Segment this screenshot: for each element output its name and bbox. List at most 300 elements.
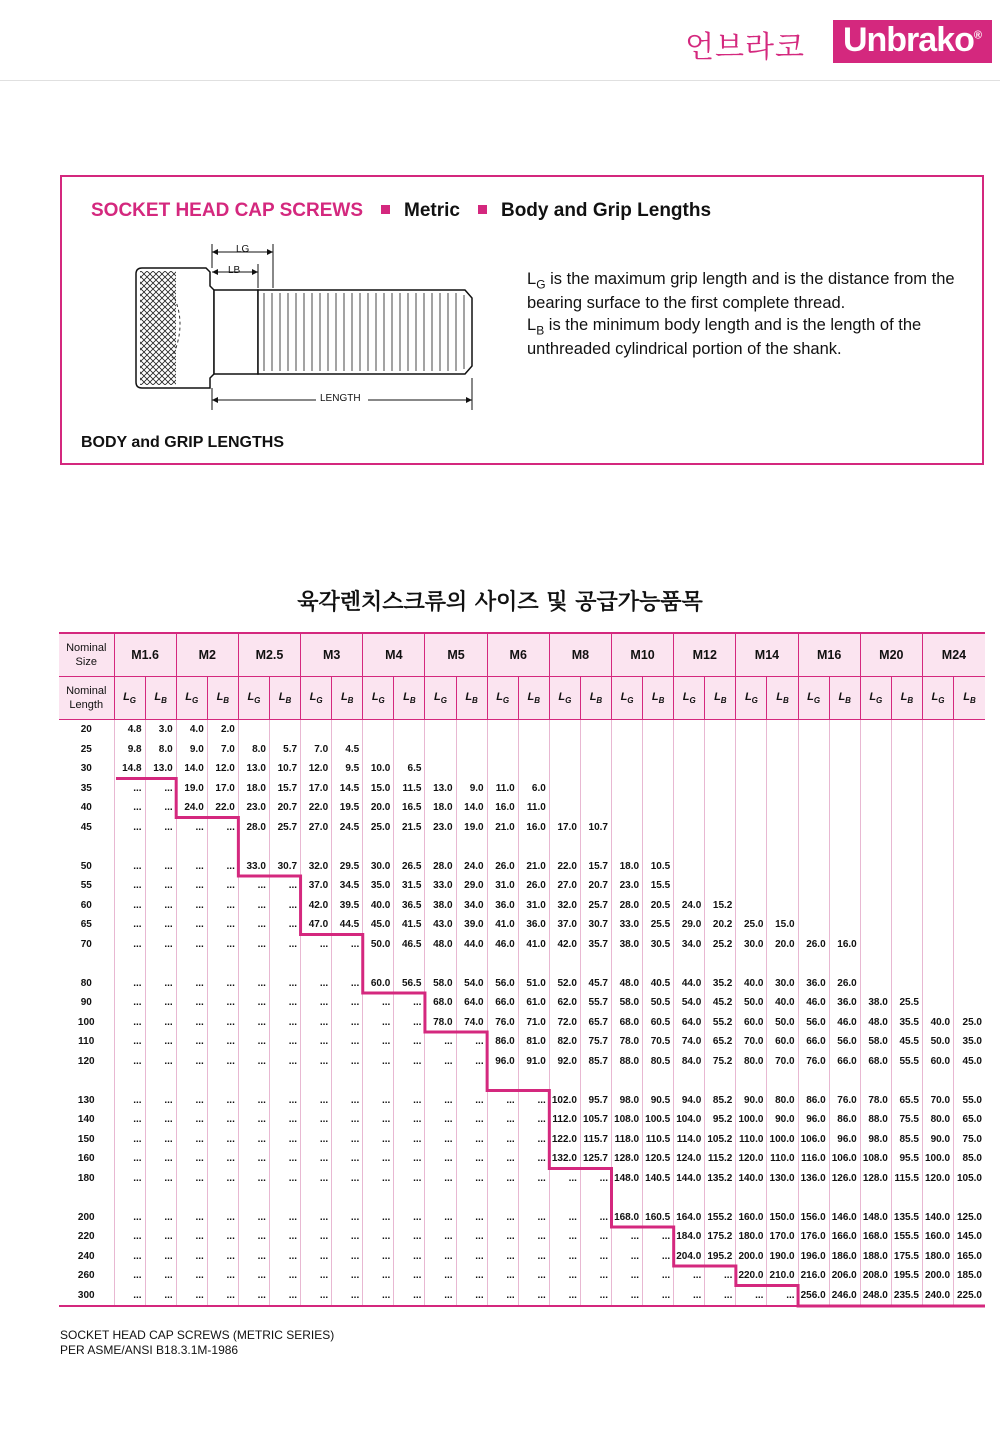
table-cell: ... [425, 1091, 456, 1111]
table-cell: 6.5 [394, 759, 425, 779]
table-cell: 15.5 [643, 876, 674, 896]
table-cell: ... [301, 1286, 332, 1307]
table-cell: ... [114, 798, 145, 818]
table-cell: ... [363, 1091, 394, 1111]
table-cell: ... [176, 1032, 207, 1052]
table-cell: ... [238, 974, 269, 994]
table-cell: 85.5 [891, 1130, 922, 1150]
table-cell: 125.0 [954, 1208, 985, 1228]
nominal-length-cell: 70 [80, 938, 92, 950]
table-cell: 10.0 [363, 759, 394, 779]
table-cell: ... [487, 1227, 518, 1247]
table-cell: 9.0 [456, 779, 487, 799]
table-cell: 140.0 [922, 1208, 953, 1228]
table-cell: 116.0 [798, 1149, 829, 1169]
table-cell: ... [301, 1227, 332, 1247]
table-cell: ... [176, 974, 207, 994]
table-cell: ... [269, 1247, 300, 1267]
table-cell: 41.0 [518, 935, 549, 955]
table-cell: ... [114, 1013, 145, 1033]
table-cell: 108.0 [860, 1149, 891, 1169]
table-cell: 91.0 [518, 1052, 549, 1072]
nominal-length-cell: 55 [80, 880, 92, 892]
table-cell: 34.5 [332, 876, 363, 896]
table-cell: ... [425, 1110, 456, 1130]
table-cell: 46.5 [394, 935, 425, 955]
nominal-length-cell: 80 [80, 977, 92, 989]
size-header: M5 [425, 633, 487, 677]
table-cell: ... [207, 1032, 238, 1052]
table-cell: ... [332, 935, 363, 955]
table-cell: ... [269, 1130, 300, 1150]
table-cell: 92.0 [549, 1052, 580, 1072]
table-cell: ... [363, 1013, 394, 1033]
table-cell: 27.0 [301, 818, 332, 838]
table-cell: 31.5 [394, 876, 425, 896]
nominal-length-cell: 150 [77, 1133, 95, 1145]
table-cell: 34.0 [674, 935, 705, 955]
table-cell: ... [207, 1227, 238, 1247]
table-cell: 86.0 [798, 1091, 829, 1111]
column-header: $L_B$ [269, 677, 300, 720]
table-cell: 11.0 [487, 779, 518, 799]
table-cell: 120.0 [922, 1169, 953, 1189]
table-cell: ... [456, 1052, 487, 1072]
table-cell: ... [176, 1110, 207, 1130]
table-cell: ... [301, 1266, 332, 1286]
table-cell: 21.5 [394, 818, 425, 838]
table-cell: 90.0 [767, 1110, 798, 1130]
table-cell: 31.0 [487, 876, 518, 896]
size-header: M1.6 [114, 633, 176, 677]
table-cell: ... [176, 915, 207, 935]
table-cell: ... [238, 1052, 269, 1072]
table-cell: 5.7 [269, 740, 300, 760]
size-header: M12 [674, 633, 736, 677]
table-cell: 160.0 [922, 1227, 953, 1247]
table-cell: 7.0 [207, 740, 238, 760]
table-cell: ... [176, 1149, 207, 1169]
table-cell: ... [549, 1227, 580, 1247]
table-cell: ... [114, 1227, 145, 1247]
nominal-length-cell: 40 [80, 802, 92, 814]
table-cell: 216.0 [798, 1266, 829, 1286]
table-cell: 176.0 [798, 1227, 829, 1247]
table-cell: 100.0 [767, 1130, 798, 1150]
table-cell: 160.0 [736, 1208, 767, 1228]
column-header: $L_G$ [736, 677, 767, 720]
table-cell: 32.0 [301, 857, 332, 877]
table-cell: 208.0 [860, 1266, 891, 1286]
table-cell: 60.0 [922, 1052, 953, 1072]
table-cell: 40.0 [363, 896, 394, 916]
table-cell: 122.0 [549, 1130, 580, 1150]
table-cell: 90.0 [922, 1130, 953, 1150]
table-cell: ... [114, 993, 145, 1013]
table-cell: ... [269, 993, 300, 1013]
table-cell: ... [487, 1091, 518, 1111]
table-cell: ... [425, 1247, 456, 1267]
table-cell: ... [487, 1208, 518, 1228]
table-cell: 256.0 [798, 1286, 829, 1307]
table-cell: ... [456, 1032, 487, 1052]
table-cell: 39.0 [456, 915, 487, 935]
size-header: M24 [922, 633, 985, 677]
table-cell: ... [363, 1169, 394, 1189]
table-cell: 22.0 [549, 857, 580, 877]
table-cell: ... [394, 1149, 425, 1169]
column-header: $L_G$ [238, 677, 269, 720]
table-cell: ... [301, 1032, 332, 1052]
table-cell: ... [176, 896, 207, 916]
column-header: $L_G$ [425, 677, 456, 720]
column-header: $L_B$ [145, 677, 176, 720]
table-cell: 55.0 [954, 1091, 985, 1111]
table-cell: 9.0 [176, 740, 207, 760]
nominal-length-cell: 100 [77, 1016, 95, 1028]
table-cell: ... [114, 1266, 145, 1286]
table-cell: ... [580, 1247, 611, 1267]
table-cell: 106.0 [829, 1149, 860, 1169]
table-cell: 58.0 [860, 1032, 891, 1052]
table-cell: 70.5 [643, 1032, 674, 1052]
table-cell: ... [238, 1286, 269, 1307]
table-cell: 20.7 [269, 798, 300, 818]
table-cell: ... [207, 1247, 238, 1267]
table-cell: 80.0 [767, 1091, 798, 1111]
table-cell: ... [145, 915, 176, 935]
footnote [60, 1328, 334, 1358]
table-cell: ... [394, 1032, 425, 1052]
table-cell: 29.5 [332, 857, 363, 877]
table-cell: 20.7 [580, 876, 611, 896]
table-cell: 10.5 [643, 857, 674, 877]
table-cell: 42.0 [549, 935, 580, 955]
table-cell: ... [145, 1227, 176, 1247]
table-cell: ... [705, 1266, 736, 1286]
footnote-line-1: SOCKET HEAD CAP SCREWS (METRIC SERIES) [60, 1328, 335, 1342]
table-cell: ... [145, 1052, 176, 1072]
table-cell: 80.0 [922, 1110, 953, 1130]
table-cell: ... [301, 1208, 332, 1228]
table-cell: 70.0 [767, 1052, 798, 1072]
table-cell: ... [145, 974, 176, 994]
table-cell: 56.0 [487, 974, 518, 994]
column-header: $L_B$ [207, 677, 238, 720]
table-cell: 140.5 [643, 1169, 674, 1189]
table-cell: 12.0 [301, 759, 332, 779]
table-cell: 26.0 [829, 974, 860, 994]
table-cell: ... [487, 1266, 518, 1286]
table-cell: ... [425, 1149, 456, 1169]
table-cell: ... [145, 1130, 176, 1150]
table-cell: 195.2 [705, 1247, 736, 1267]
table-cell: ... [145, 779, 176, 799]
table-cell: 106.0 [798, 1130, 829, 1150]
table-cell: 62.0 [549, 993, 580, 1013]
table-cell: 75.7 [580, 1032, 611, 1052]
table-cell: 130.0 [767, 1169, 798, 1189]
table-cell: 114.0 [674, 1130, 705, 1150]
table-cell: ... [145, 876, 176, 896]
table-cell: ... [332, 1052, 363, 1072]
table-cell: ... [332, 1169, 363, 1189]
table-cell: 30.7 [269, 857, 300, 877]
table-cell: ... [207, 1149, 238, 1169]
table-cell: 16.5 [394, 798, 425, 818]
table-cell: 75.0 [954, 1130, 985, 1150]
table-cell: ... [207, 857, 238, 877]
nominal-length-cell: 110 [78, 1036, 95, 1048]
table-cell: 30.7 [580, 915, 611, 935]
table-cell: 44.0 [674, 974, 705, 994]
table-cell: 40.5 [643, 974, 674, 994]
table-cell: 155.2 [705, 1208, 736, 1228]
table-cell: 136.0 [798, 1169, 829, 1189]
table-cell: ... [456, 1169, 487, 1189]
table-cell: ... [269, 1266, 300, 1286]
table-cell: 120.0 [736, 1149, 767, 1169]
table-cell: 56.5 [394, 974, 425, 994]
nominal-length-cell: 30 [80, 763, 92, 775]
unbrako-logo: Unbrako® [833, 20, 992, 63]
table-cell: ... [363, 1130, 394, 1150]
table-cell: ... [145, 818, 176, 838]
table-cell: ... [207, 1208, 238, 1228]
table-cell: 80.5 [643, 1052, 674, 1072]
table-cell: 74.0 [674, 1032, 705, 1052]
table-cell: ... [456, 1208, 487, 1228]
table-cell: 150.0 [767, 1208, 798, 1228]
table-cell: ... [332, 974, 363, 994]
table-cell: ... [114, 896, 145, 916]
brand-korean-name: 언브라코 [685, 30, 805, 65]
table-cell: ... [301, 935, 332, 955]
table-cell: 4.8 [114, 720, 145, 740]
table-cell: ... [394, 1052, 425, 1072]
table-cell: ... [145, 1266, 176, 1286]
table-cell: 56.0 [798, 1013, 829, 1033]
table-cell: 78.0 [860, 1091, 891, 1111]
column-header: $L_B$ [829, 677, 860, 720]
table-cell: 184.0 [674, 1227, 705, 1247]
table-cell: ... [114, 779, 145, 799]
table-cell: 74.0 [456, 1013, 487, 1033]
table-cell: 104.0 [674, 1110, 705, 1130]
table-cell: 40.0 [922, 1013, 953, 1033]
lg-description: $L_G$ is the maximum grip length and is the distance from the bearing surface to the first complete thread. [527, 270, 955, 313]
table-cell: 24.5 [332, 818, 363, 838]
table-cell: 100.0 [736, 1110, 767, 1130]
table-cell: ... [456, 1247, 487, 1267]
table-cell: 78.0 [425, 1013, 456, 1033]
table-cell: 50.0 [922, 1032, 953, 1052]
table-cell: 75.5 [891, 1110, 922, 1130]
table-cell: 24.0 [456, 857, 487, 877]
table-cell: 25.7 [269, 818, 300, 838]
table-cell: ... [612, 1227, 643, 1247]
table-cell: ... [425, 1227, 456, 1247]
table-cell: ... [518, 1286, 549, 1307]
table-cell: 30.0 [363, 857, 394, 877]
table-cell: ... [269, 896, 300, 916]
table-title: 육각렌치스크류의 사이즈 및 공급가능품목 [297, 590, 703, 615]
table-cell: 11.5 [394, 779, 425, 799]
nominal-length-cell: 60 [80, 899, 92, 911]
table-cell: 124.0 [674, 1149, 705, 1169]
column-header: $L_B$ [954, 677, 985, 720]
table-cell: ... [580, 1169, 611, 1189]
table-cell: 20.5 [643, 896, 674, 916]
table-cell: 29.0 [456, 876, 487, 896]
table-cell: ... [363, 993, 394, 1013]
table-cell: 51.0 [518, 974, 549, 994]
table-cell: 25.7 [580, 896, 611, 916]
table-cell: ... [114, 1247, 145, 1267]
table-cell: ... [114, 1130, 145, 1150]
table-cell: ... [332, 1208, 363, 1228]
table-cell: 19.0 [176, 779, 207, 799]
table-cell: ... [456, 1130, 487, 1150]
nominal-length-cell: 45 [80, 821, 92, 833]
table-cell: ... [269, 915, 300, 935]
table-cell: ... [145, 935, 176, 955]
table-cell: 200.0 [922, 1266, 953, 1286]
table-cell: 45.0 [954, 1052, 985, 1072]
table-cell: ... [176, 818, 207, 838]
table-cell: ... [394, 1130, 425, 1150]
table-cell: 65.5 [891, 1091, 922, 1111]
table-cell: 45.0 [363, 915, 394, 935]
table-cell: 8.0 [145, 740, 176, 760]
table-cell: 210.0 [767, 1266, 798, 1286]
column-header: $L_G$ [612, 677, 643, 720]
column-header: $L_B$ [891, 677, 922, 720]
table-cell: 26.5 [394, 857, 425, 877]
table-cell: 52.0 [549, 974, 580, 994]
table-cell: ... [332, 993, 363, 1013]
table-cell: 165.0 [954, 1247, 985, 1267]
table-cell: 128.0 [612, 1149, 643, 1169]
table-cell: 14.0 [176, 759, 207, 779]
table-cell: 31.0 [518, 896, 549, 916]
table-cell: 200.0 [736, 1247, 767, 1267]
table-cell: 14.5 [332, 779, 363, 799]
table-cell: 156.0 [798, 1208, 829, 1228]
table-cell: 28.0 [612, 896, 643, 916]
table-cell: ... [145, 1032, 176, 1052]
table-cell: 9.5 [332, 759, 363, 779]
table-cell: 20.0 [767, 935, 798, 955]
table-cell: 45.5 [891, 1032, 922, 1052]
table-cell: 28.0 [238, 818, 269, 838]
table-cell: ... [394, 1091, 425, 1111]
table-cell: ... [207, 915, 238, 935]
table-cell: 70.0 [736, 1032, 767, 1052]
table-cell: ... [269, 1032, 300, 1052]
table-cell: 50.5 [643, 993, 674, 1013]
table-cell: ... [643, 1286, 674, 1307]
table-cell: 40.0 [736, 974, 767, 994]
table-cell: ... [145, 1149, 176, 1169]
table-cell: 17.0 [207, 779, 238, 799]
size-header: M8 [549, 633, 611, 677]
table-cell: 6.0 [518, 779, 549, 799]
table-cell: 95.2 [705, 1110, 736, 1130]
table-cell: 58.0 [425, 974, 456, 994]
table-cell: 166.0 [829, 1227, 860, 1247]
table-cell: 108.0 [612, 1110, 643, 1130]
column-header: $L_G$ [176, 677, 207, 720]
table-cell: 246.0 [829, 1286, 860, 1307]
table-cell: ... [301, 993, 332, 1013]
table-cell: 50.0 [767, 1013, 798, 1033]
table-cell: ... [580, 1266, 611, 1286]
table-cell: ... [238, 1013, 269, 1033]
table-cell: 14.0 [456, 798, 487, 818]
table-cell: 25.0 [954, 1013, 985, 1033]
table-cell: 30.0 [736, 935, 767, 955]
table-cell: 168.0 [612, 1208, 643, 1228]
table-cell: 17.0 [301, 779, 332, 799]
table-cell: 175.5 [891, 1247, 922, 1267]
table-cell: ... [301, 1052, 332, 1072]
table-cell: 17.0 [549, 818, 580, 838]
table-cell: ... [394, 1013, 425, 1033]
nominal-size-label: Nominal Size [59, 633, 114, 677]
table-cell: ... [114, 1286, 145, 1307]
table-cell: 118.0 [612, 1130, 643, 1150]
table-cell: 86.0 [487, 1032, 518, 1052]
table-cell: 55.7 [580, 993, 611, 1013]
table-cell: 95.7 [580, 1091, 611, 1111]
table-cell: 96.0 [829, 1130, 860, 1150]
table-cell: ... [145, 896, 176, 916]
table-cell: ... [394, 1247, 425, 1267]
table-cell: 45.7 [580, 974, 611, 994]
table-cell: ... [238, 1227, 269, 1247]
table-cell: 46.0 [829, 1013, 860, 1033]
table-cell: 25.0 [736, 915, 767, 935]
table-cell: ... [207, 1169, 238, 1189]
table-cell: 76.0 [829, 1091, 860, 1111]
table-cell: 7.0 [301, 740, 332, 760]
table-cell: ... [207, 974, 238, 994]
table-cell: ... [518, 1091, 549, 1111]
table-cell: 66.0 [829, 1052, 860, 1072]
table-cell: ... [145, 798, 176, 818]
table-cell: 36.0 [487, 896, 518, 916]
table-cell: ... [238, 1266, 269, 1286]
table-cell: 170.0 [767, 1227, 798, 1247]
table-cell: ... [332, 1130, 363, 1150]
table-cell: 35.0 [363, 876, 394, 896]
table-cell: ... [549, 1208, 580, 1228]
table-cell: 86.0 [829, 1110, 860, 1130]
table-cell: 45.2 [705, 993, 736, 1013]
table-cell: ... [269, 1149, 300, 1169]
table-cell: ... [332, 1091, 363, 1111]
table-cell: ... [238, 1149, 269, 1169]
table-cell: ... [114, 915, 145, 935]
table-cell: ... [145, 1169, 176, 1189]
table-cell: ... [207, 1110, 238, 1130]
size-header: M3 [301, 633, 363, 677]
table-cell: 25.5 [643, 915, 674, 935]
table-cell: ... [207, 876, 238, 896]
nominal-length-cell: 130 [77, 1094, 95, 1106]
table-cell: 43.0 [425, 915, 456, 935]
